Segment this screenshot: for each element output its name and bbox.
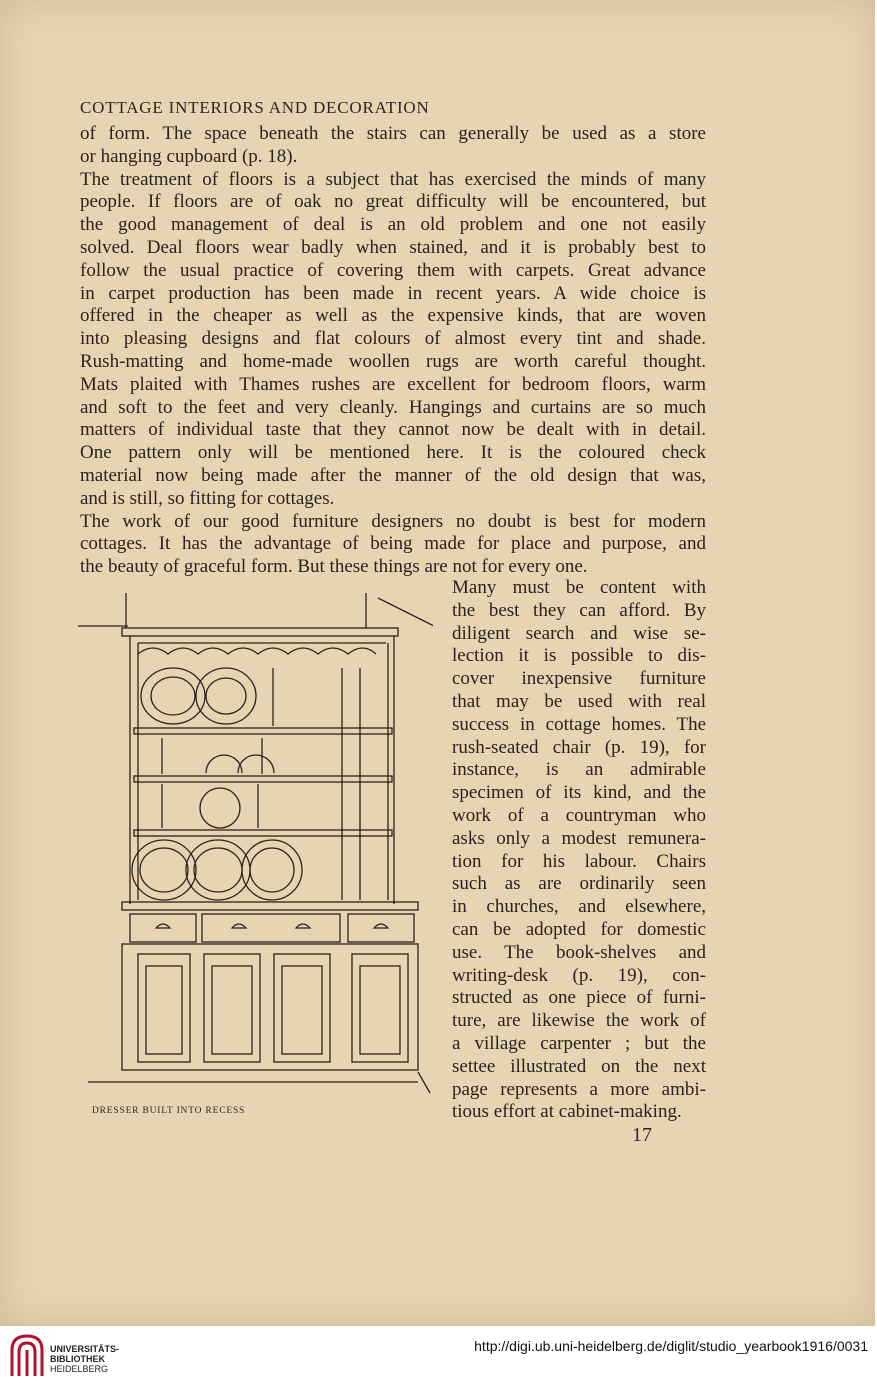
text-line: in carpet production has been made in recent years. A wide choice is <box>80 282 706 304</box>
text-line: cover inexpensive furniture <box>452 668 706 690</box>
text-line: follow the usual practice of covering them with carpets. Great advance <box>80 259 706 281</box>
text-line: cottages. It has the advantage of being made for place and purpose, and <box>80 533 706 555</box>
library-name-line: BIBLIOTHEK <box>50 1354 105 1364</box>
text-line: tious effort at cabinet-making. <box>452 1101 682 1123</box>
text-line: into pleasing designs and flat colours of almost every tint and shade. <box>80 328 706 350</box>
text-line: The treatment of floors is a subject that has exercised the minds of many <box>80 168 706 190</box>
text-line: specimen of its kind, and the <box>452 782 706 804</box>
text-line: offered in the cheaper as well as the expensive kinds, that are woven <box>80 305 706 327</box>
text-line: success in cottage homes. The <box>452 713 706 735</box>
text-line: use. The book-shelves and <box>452 941 706 963</box>
dresser-illustration <box>78 588 433 1098</box>
permalink-url[interactable]: http://digi.ub.uni-heidelberg.de/diglit/studio_yearbook1916/0031 <box>474 1338 868 1354</box>
text-line: Many must be content with <box>452 577 706 598</box>
text-line: One pattern only will be mentioned here. It is the coloured check <box>80 442 706 464</box>
text-line: the beauty of graceful form. But these things are not for every one. <box>80 556 588 578</box>
text-line: lection it is possible to dis- <box>452 645 706 667</box>
text-line: solved. Deal floors wear badly when stained, and it is probably best to <box>80 236 706 258</box>
text-line: in churches, and elsewhere, <box>452 896 706 918</box>
text-line: Mats plaited with Thames rushes are excellent for bedroom floors, warm <box>80 373 706 395</box>
library-footer <box>0 1326 877 1388</box>
body-text-top <box>80 123 706 579</box>
text-line: asks only a modest remunera- <box>452 827 706 849</box>
library-name-line: UNIVERSITÄTS- <box>50 1344 120 1354</box>
figure-caption: DRESSER BUILT INTO RECESS <box>92 1106 246 1116</box>
text-line: the best they can afford. By <box>452 599 706 621</box>
text-line: tion for his labour. Chairs <box>452 850 706 872</box>
text-line: or hanging cupboard (p. 18). <box>80 145 298 167</box>
text-line: and is still, so fitting for cottages. <box>80 487 335 509</box>
text-line: material now being made after the manner of the old design that was, <box>80 464 706 486</box>
text-line: settee illustrated on the next <box>452 1055 706 1077</box>
text-line: a village carpenter ; but the <box>452 1032 706 1054</box>
text-line: such as are ordinarily seen <box>452 873 706 895</box>
library-logo-icon[interactable] <box>10 1334 44 1378</box>
text-line: of form. The space beneath the stairs can generally be used as a store <box>80 123 706 144</box>
text-line: matters of individual taste that they cannot now be dealt with in detail. <box>80 419 706 441</box>
text-line: people. If floors are of oak no great difficulty will be encountered, but <box>80 191 706 213</box>
body-text-side <box>452 577 706 1124</box>
text-line: The work of our good furniture designers no doubt is best for modern <box>80 510 706 532</box>
running-head: COTTAGE INTERIORS AND DECORATION <box>80 98 430 117</box>
text-line: ture, are likewise the work of <box>452 1010 706 1032</box>
library-name[interactable] <box>50 1344 119 1374</box>
text-line: diligent search and wise se- <box>452 622 706 644</box>
text-line: Rush-matting and home-made woollen rugs are worth careful thought. <box>80 350 706 372</box>
library-name-line: HEIDELBERG <box>50 1364 109 1374</box>
text-line: can be adopted for domestic <box>452 918 706 940</box>
text-line: page represents a more ambi- <box>452 1078 706 1100</box>
page-number: 17 <box>632 1124 652 1146</box>
text-line: instance, is an admirable <box>452 759 706 781</box>
text-line: work of a countryman who <box>452 804 706 826</box>
text-line: writing-desk (p. 19), con- <box>452 964 706 986</box>
text-line: rush-seated chair (p. 19), for <box>452 736 706 758</box>
text-line: the good management of deal is an old problem and one not easily <box>80 214 706 236</box>
text-line: structed as one piece of furni- <box>452 987 706 1009</box>
text-line: that may be used with real <box>452 690 706 712</box>
text-line: and soft to the feet and very cleanly. Hangings and curtains are so much <box>80 396 706 418</box>
